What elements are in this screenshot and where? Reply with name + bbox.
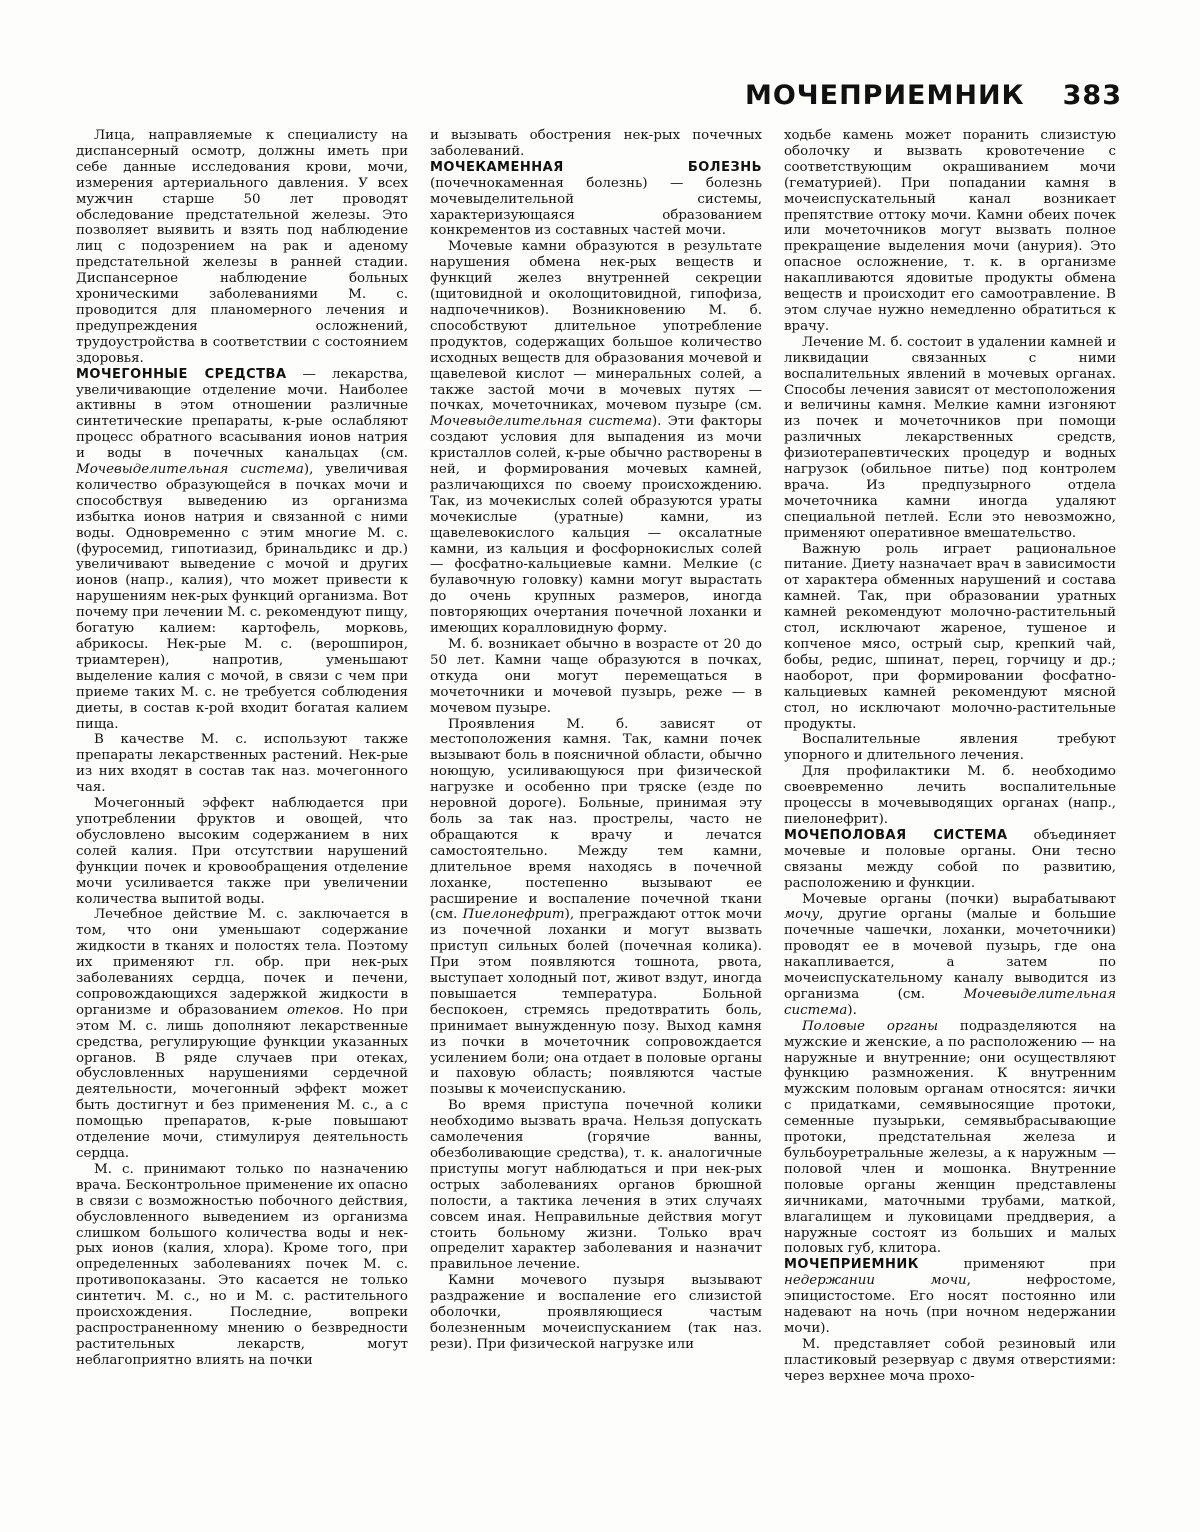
paragraph xyxy=(784,892,1116,1019)
paragraph-text: , другие органы (малые и большие почечные чашечки, лоханки, мочеточники) проводят ее в мочевой пузырь, где она накапливается, а затем по мочеиспускательному каналу выводится из организма (см. xyxy=(784,907,1116,1002)
column-2 xyxy=(430,128,762,1385)
paragraph-text: ), преграждают отток мочи из почечной лоханки и могут вызвать приступ сильных болей (почечная колика). При этом появляются тошнота, рвота, выступает холодный пот, живот вздут, иногда повышается температура. Больной беспокоен, стремясь предотвратить боль, принимает вынужденную позу. Выход камня из почки в мочеточник сопровождается усилением боли; она отдает в половые органы и паховую область; появляются частые позывы к мочеиспусканию. xyxy=(430,907,763,1098)
paragraph: Камни мочевого пузыря вызывают раздражение и воспаление его слизистой оболочки, проявляющиеся частым болезненным мочеиспусканием (так наз. рези). При физической нагрузке или xyxy=(430,1273,762,1352)
paragraph-text: — лекарства, увеличивающие отделение мочи. Наиболее активны в этом отношении различные синтетические препараты, к-рые ослабляют процесс обратного всасывания ионов натрия и воды в почечных канальцах (см. xyxy=(76,366,408,462)
entry-headword: МОЧЕКАМЕННАЯ БОЛЕЗНЬ xyxy=(430,159,762,175)
running-head-title: МОЧЕПРИЕМНИК xyxy=(744,80,1025,111)
cross-reference: Половые органы xyxy=(802,1018,938,1034)
paragraph-text: Мочевые органы (почки) вырабатывают xyxy=(802,891,1116,907)
paragraph-text: ), увеличивая количество образующейся в почках мочи и способствуя выведению из организма избытка ионов натрия и связанной с ними воды. Одновременно с этим многие М. с. (фуросемид, гипотиазид, бринальдикс и др.) увеличивают выведение с мочой и других ионов (напр., калия), что может привести к нарушениям нек-рых функций организма. Вот почему при лечении М. с. рекомендуют пищу, богатую калием: картофель, морковь, абрикосы. Нек-рые М. с. (верошпирон, триамтерен), напротив, уменьшают выделение калия с мочой, в связи с чем при приеме таких М. с. не требуется соблюдения диеты, в состав к-рой входит богатая калием пища. xyxy=(76,462,408,732)
paragraph-text: . Но при этом М. с. лишь дополняют лекарственные средства, регулирующие функции указанных органов. В ряде случаев при отеках, обусловленных нарушениями сердечной деятельности, мочегонный эффект может быть достигнут и без применения М. с., а с помощью препаратов, к-рые повышают отделение мочи, стимулируя деятельность сердца. xyxy=(76,1002,409,1161)
paragraph: М. с. принимают только по назначению врача. Бесконтрольное применение их опасно в связи с возможностью побочного действия, обусловленного выведением из организма слишком большого количества воды и нек-рых ионов (калия, хлора). Кроме того, при определенных заболеваниях почек М. с. противопоказаны. Это касается не только синтетич. М. с., но и М. с. растительного происхождения. Последние, вопреки распространенному мнению о безвредности растительных лекарств, могут неблагоприятно влиять на почки xyxy=(76,1161,408,1368)
cross-reference: мочу xyxy=(784,907,820,923)
paragraph-text: объединяет мочевые и половые органы. Они тесно связаны между собой по развитию, расположению и функции. xyxy=(784,827,1116,891)
cross-reference: Мочевыделительная система xyxy=(76,462,304,478)
cross-reference: Мочевыделительная система xyxy=(784,986,1116,1018)
paragraph-text: Проявления М. б. зависят от местоположения камня. Так, камни почек вызывают боль в поясничной области, обычно ноющую, усиливающуюся при физической нагрузке и особенно при тряске (езде по неровной дороге). Больные, принимая эту боль за так наз. прострелы, часто не обращаются к врачу и лечатся самостоятельно. Между тем камни, длительное время находясь в почечной лоханке, постепенно вызывают ее расширение и воспаление почечной ткани (см. xyxy=(430,716,762,923)
running-head xyxy=(745,80,1122,111)
paragraph: Для профилактики М. б. необходимо своевременно лечить воспалительные процессы в мочевыводящих органах (напр., пиелонефрит). xyxy=(784,764,1116,827)
paragraph-text: ). Эти факторы создают условия для выпадения из мочи кристаллов солей, к-рые обычно растворены в ней, и формирования мочевых камней, различающихся по своему происхождению. Так, из мочекислых солей образуются ураты мочекислые (уратные) камни, из щавелевокислого кальция — оксалатные камни, из кальция и фосфорнокислых солей — фосфатно-кальциевые камни. Мелкие (с булавочную головку) камни могут вырастать до очень крупных размеров, иногда повторяющих очертания почечной лоханки и имеющих коралловидную форму. xyxy=(430,414,762,637)
paragraph-text: применяют при xyxy=(918,1257,1116,1273)
paragraph-text: ). xyxy=(847,1002,857,1018)
paragraph xyxy=(76,907,408,1162)
paragraph: Важную роль играет рациональное питание. Диету назначает врач в зависимости от характера обменных нарушений и состава камней. Так, при образовании уратных камней рекомендуют молочно-растительный стол, исключают жареное, тушеное и копченое мясо, острый сыр, крепкий чай, бобы, редис, шпинат, перец, горчицу и др.; наоборот, при формировании фосфатно-кальциевых камней рекомендуют мясной стол, но исключают молочно-растительные продукты. xyxy=(784,541,1116,732)
paragraph: Воспалительные явления требуют упорного и длительного лечения. xyxy=(784,732,1116,764)
entry-mochegonnye-sredstva xyxy=(76,367,408,733)
column-3 xyxy=(784,128,1116,1385)
paragraph-text: Лечебное действие М. с. заключается в том, что они уменьшают содержание жидкости в тканях и полостях тела. Поэтому их применяют гл. обр. при нек-рых заболеваниях сердца, почек и печени, сопровождающихся задержкой жидкости в организме и образованием xyxy=(76,907,408,1018)
entry-mochepriemnik xyxy=(784,1257,1116,1337)
paragraph xyxy=(430,717,762,1099)
paragraph xyxy=(430,239,762,637)
paragraph-text: , нефростоме, эпицистостоме. Его носят постоянно или надевают на ночь (при ночном недержании мочи). xyxy=(784,1273,1116,1336)
entry-headword: МОЧЕПРИЕМНИК xyxy=(784,1257,919,1273)
paragraph xyxy=(784,1019,1116,1258)
text-columns xyxy=(76,128,1116,1385)
paragraph: В качестве М. с. используют также препараты лекарственных растений. Нек-рые из них входят в состав так наз. мочегонного чая. xyxy=(76,732,408,796)
paragraph: и вызывать обострения нек-рых почечных заболеваний. xyxy=(430,128,762,159)
paragraph: ходьбе камень может поранить слизистую оболочку и вызвать кровотечение с соответствующим окрашиванием мочи (гематурией). При попадании камня в мочеиспускательный канал возникает препятствие оттоку мочи. Камни обеих почек или мочеточников могут вызвать полное прекращение выделения мочи (анурия). Это опасное осложнение, т. к. в организме накапливаются ядовитые продукты обмена веществ и происходит его самоотравление. В этом случае нужно немедленно обратиться к врачу. xyxy=(784,128,1116,334)
column-1 xyxy=(76,128,408,1385)
entry-mochekamennaya-bolezn xyxy=(430,160,762,240)
paragraph: М. представляет собой резиновый или пластиковый резервуар с двумя отверстиями: через верхнее моча прохо- xyxy=(784,1336,1116,1384)
cross-reference: недержании мочи xyxy=(784,1273,967,1289)
entry-headword: МОЧЕГОННЫЕ СРЕДСТВА xyxy=(76,366,287,382)
paragraph: М. б. возникает обычно в возрасте от 20 до 50 лет. Камни чаще образуются в почках, откуда они могут перемещаться в мочеточники и мочевой пузырь, реже — в мочевом пузыре. xyxy=(430,637,762,716)
paragraph: Лечение М. б. состоит в удалении камней и ликвидации связанных с ними воспалительных явлений в мочевых органах. Способы лечения зависят от местоположения и величины камня. Мелкие камни изгоняют из почек и мочеточников при помощи различных лекарственных средств, физиотерапевтических процедур и водных нагрузок (обильное питье) под контролем врача. Из предпузырного отдела мочеточника камни иногда удаляют специальной петлей. Если это невозможно, применяют оперативное вмешательство. xyxy=(784,334,1116,541)
paragraph-text: подразделяются на мужские и женские, а по расположению — на наружные и внутренние; они осуществляют функцию размножения. К внутренним мужским половым органам относятся: яички с придатками, семявыносящие протоки, семенные пузырьки, семявыбрасывающие протоки, предстательная железа и бульбоуретральные железы, а к наружным — половой член и мошонка. Внутренние половые органы женщин представлены яичниками, маточными трубами, маткой, влагалищем и луковицами преддверия, а наружные состоят из больших и малых половых губ, клитора. xyxy=(784,1018,1116,1257)
cross-reference: отеков xyxy=(286,1002,340,1018)
cross-reference: Мочевыделительная система xyxy=(430,414,652,430)
paragraph: Лица, направляемые к специалисту на диспансерный осмотр, должны иметь при себе данные исследования крови, мочи, измерения артериального давления. У всех мужчин старше 50 лет проводят обследование предстательной железы. Это позволяет выявить и взять под наблюдение лиц с подозрением на рак и аденому предстательной железы в ранней стадии. Диспансерное наблюдение больных хроническими заболеваниями М. с. проводится для планомерного лечения и предупреждения осложнений, трудоустройства в соответствии с состоянием здоровья. xyxy=(76,128,408,366)
paragraph: Мочегонный эффект наблюдается при употреблении фруктов и овощей, что обусловлено высоким содержанием в них солей калия. При отсутствии нарушений функции почек и кровообращения отделение мочи усиливается также при увеличении количества выпитой воды. xyxy=(76,796,408,907)
entry-headword: МОЧЕПОЛОВАЯ СИСТЕМА xyxy=(784,827,1008,843)
paragraph: Во время приступа почечной колики необходимо вызвать врача. Нельзя допускать самолечения (горячие ванны, обезболивающие средства), т. к. аналогичные приступы могут наблюдаться и при нек-рых острых заболеваниях органов брюшной полости, а тактика лечения в этих случаях совсем иная. Неправильные действия могут стоить больному жизни. Только врач определит характер заболевания и назначит правильное лечение. xyxy=(430,1098,762,1273)
page-number: 383 xyxy=(1062,80,1122,111)
cross-reference: Пиелонефрит xyxy=(462,907,565,923)
paragraph-text: (почечнокаменная болезнь) — болезнь мочевыделительной системы, характеризующаяся образованием конкрементов из составных частей мочи. xyxy=(430,175,762,239)
paragraph-text: Мочевые камни образуются в результате нарушения обмена нек-рых веществ и функций желез внутренней секреции (щитовидной и околощитовидной, гипофиза, надпочечников). Возникновению М. б. способствуют длительное употребление продуктов, содержащих большое количество исходных веществ для образования мочевой и щавелевой кислот — минеральных солей, а также застой мочи в мочевых путях — почках, мочеточниках, мочевом пузыре (см. xyxy=(430,239,762,414)
entry-mochepolovaya-sistema xyxy=(784,828,1116,892)
